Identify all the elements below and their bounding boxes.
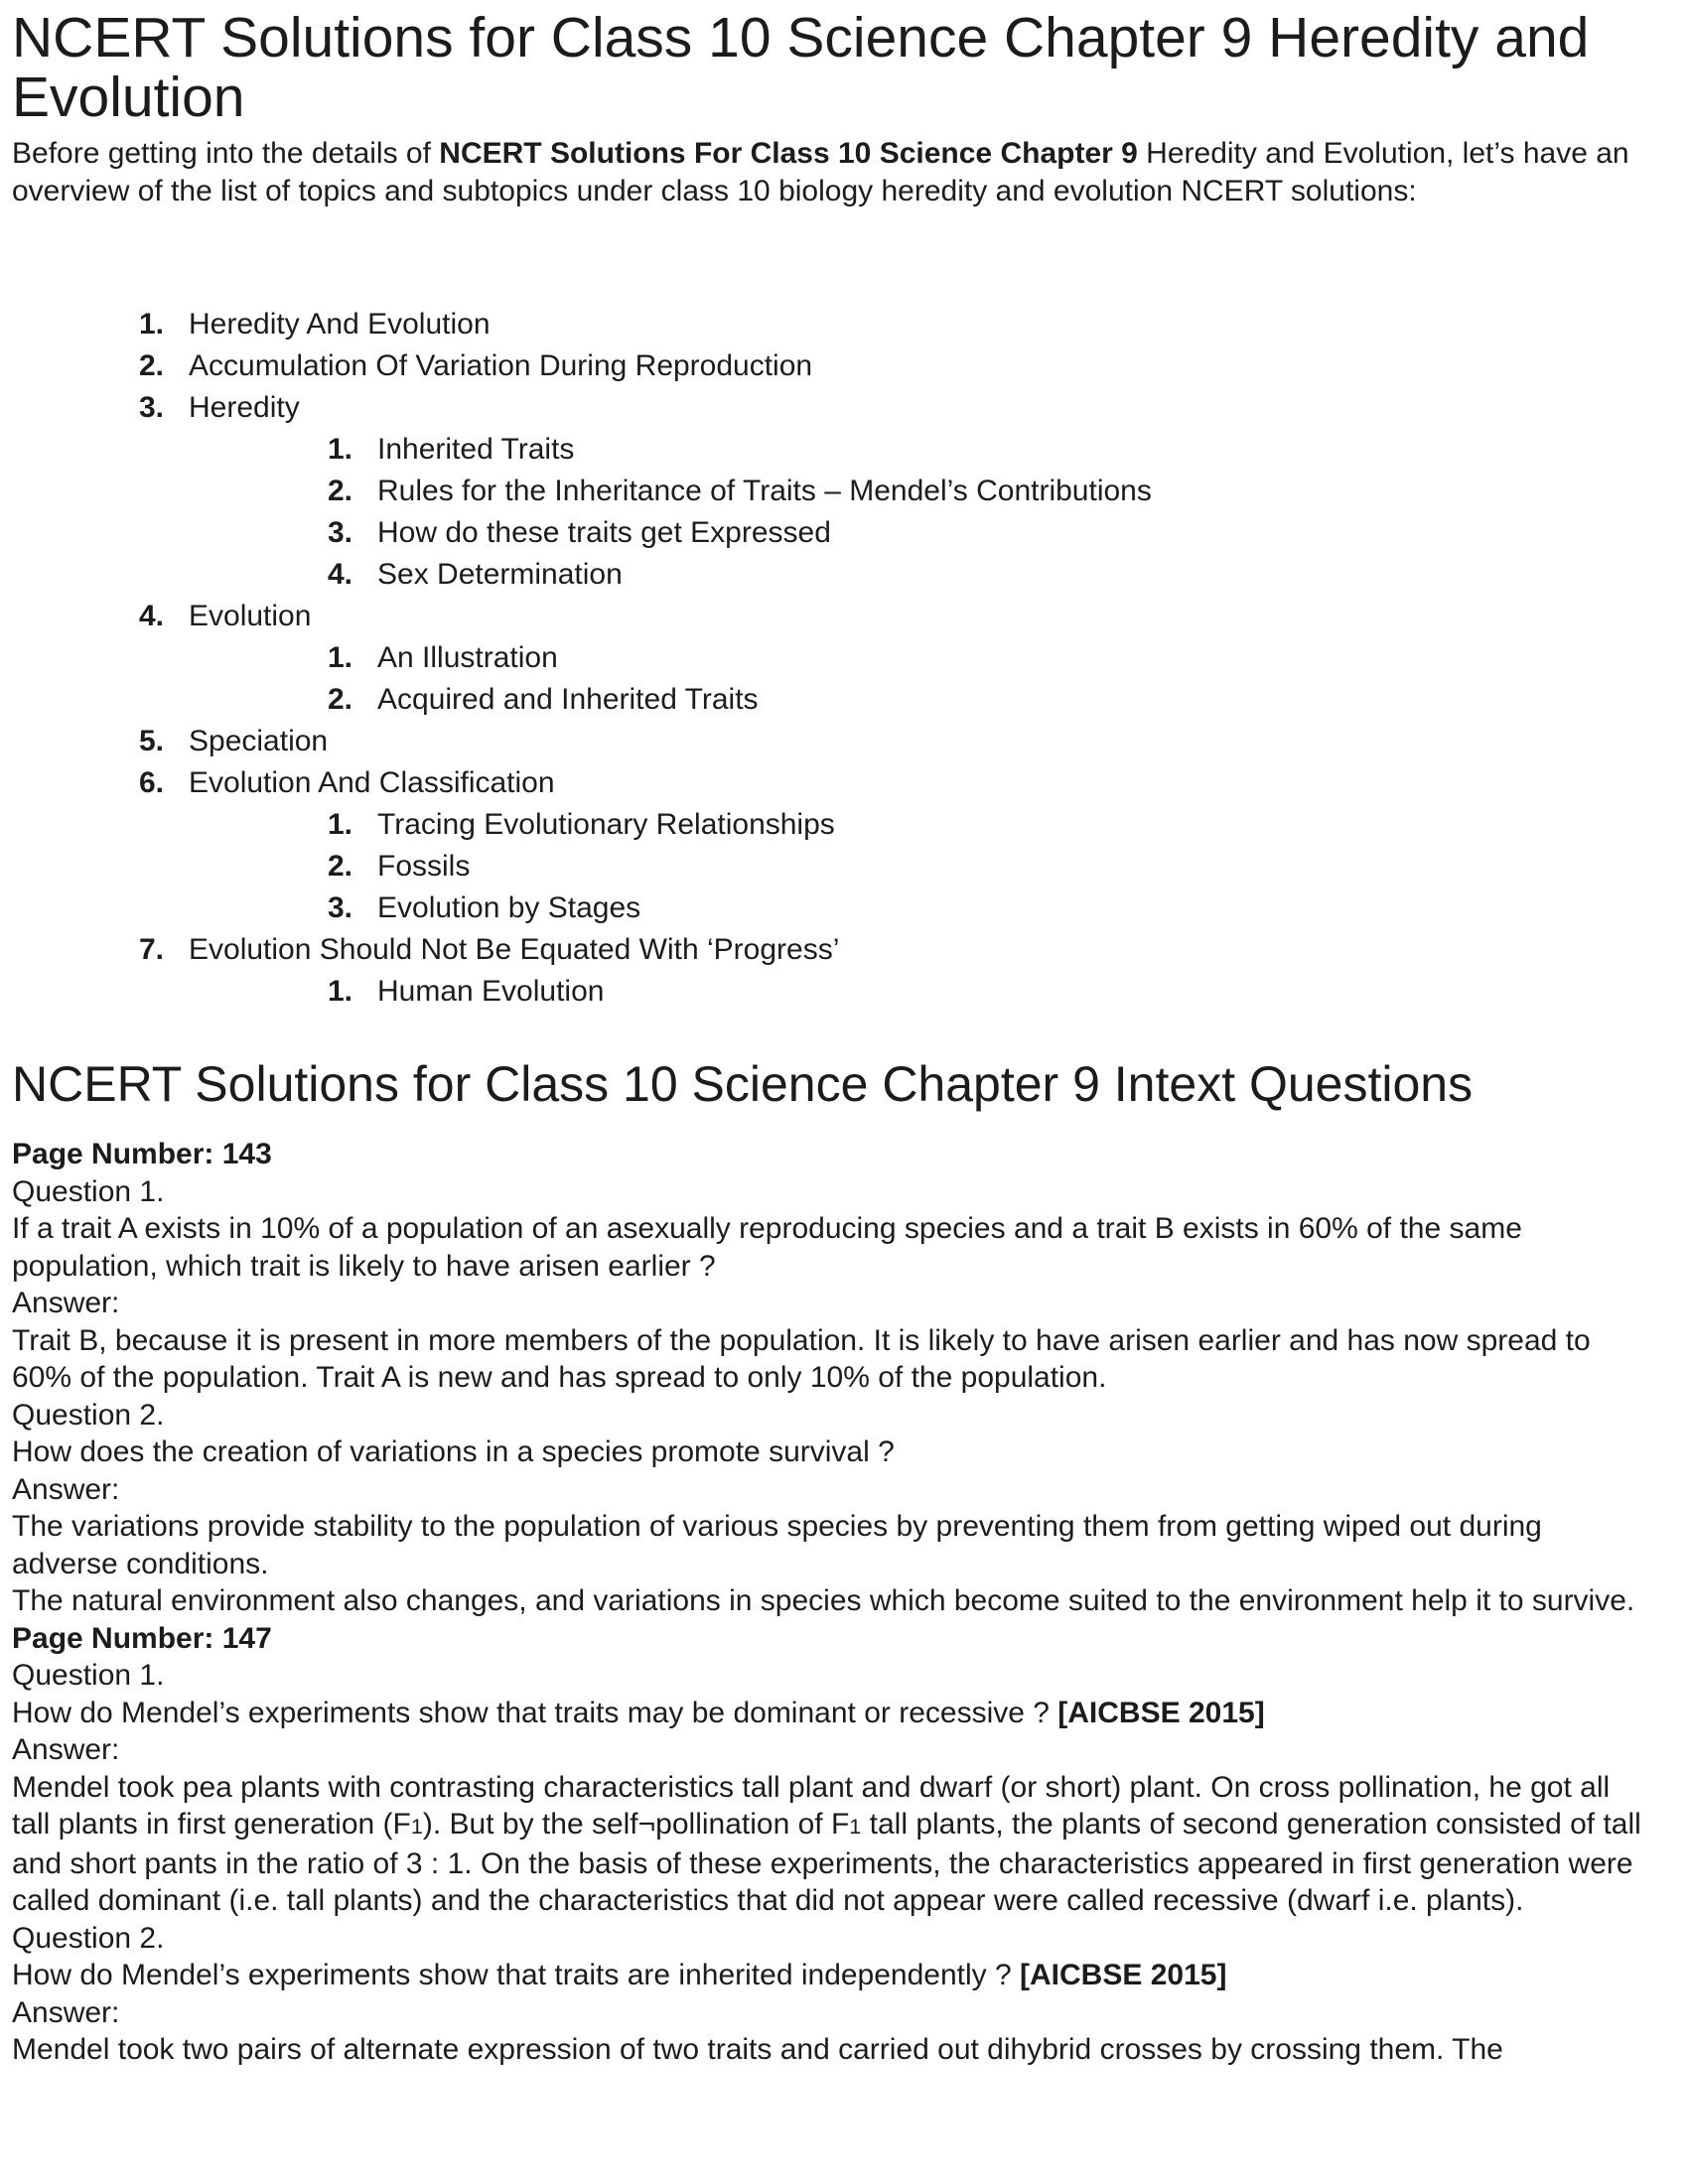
qa-line: [12, 1173, 1652, 1211]
qa-line: [12, 1582, 1652, 1620]
toc-item-sub: [328, 512, 1652, 554]
text: Answer:: [12, 1733, 120, 1766]
text: Before getting into the details of: [12, 137, 440, 170]
bold-text: NCERT Solutions For Class 10 Science Chapter 9: [439, 137, 1138, 170]
text: tall plants, the plants of second generation consisted of tall and short pants in the ratio of 3 : 1. On the basis of these experiments, the characteristics appeared in first generation were called dominant (i.e. tall plants) and the characteristics that did not appear were called recessive (dwarf i.e. plants).: [12, 1808, 1641, 1917]
toc-item-sub: [328, 554, 1652, 596]
toc-item-label: Tracing Evolutionary Relationships: [377, 808, 835, 841]
toc-item-label: Fossils: [377, 850, 471, 883]
toc-item-sub: [328, 971, 1652, 1013]
text: Question 2.: [12, 1921, 165, 1955]
toc-item-sub: [328, 637, 1652, 679]
toc-item-label: Sex Determination: [377, 558, 623, 591]
toc-item-number: 1.: [328, 433, 353, 466]
toc-item: [139, 929, 1652, 1013]
qa-line: [12, 1471, 1652, 1509]
toc-item-sub: [328, 804, 1652, 846]
bold-text: [AICBSE 2015]: [1057, 1696, 1265, 1729]
toc-item-number: 2.: [328, 683, 353, 716]
toc-item-number: 3.: [328, 891, 353, 924]
toc-item-number: 3.: [328, 516, 353, 549]
toc-item-number: 7.: [139, 933, 165, 966]
toc-list: [12, 304, 1652, 1013]
toc-item-number: 1.: [328, 975, 353, 1008]
toc-sublist: [139, 637, 1652, 721]
toc-item: [139, 304, 1652, 345]
toc-item-label: Evolution by Stages: [377, 891, 641, 924]
toc-item: [139, 762, 1652, 929]
text: Answer:: [12, 1472, 120, 1506]
qa-line: [12, 1657, 1652, 1695]
toc-item-sub: [328, 679, 1652, 721]
qa-line: [12, 1920, 1652, 1958]
toc-item-label: Evolution Should Not Be Equated With ‘Progress’: [189, 933, 840, 966]
qa-line: [12, 1136, 1652, 1173]
toc-item-sub: [328, 887, 1652, 929]
qa-line: [12, 1994, 1652, 2032]
qa-line: [12, 1620, 1652, 1658]
toc-item-label: Evolution: [189, 600, 312, 632]
text: The variations provide stability to the population of various species by preventing them from getting wiped out during adverse conditions.: [12, 1510, 1542, 1580]
toc-item-label: Speciation: [189, 725, 329, 757]
qa-line: [12, 1285, 1652, 1322]
toc-item: [139, 387, 1652, 596]
qa-section: [12, 1136, 1652, 2069]
toc-item-number: 2.: [328, 850, 353, 883]
bold-text: Page Number: 143: [12, 1138, 272, 1170]
toc-item-number: 1.: [328, 641, 353, 674]
qa-line: [12, 1397, 1652, 1434]
toc-item: [139, 345, 1652, 387]
text: If a trait A exists in 10% of a population of an asexually reproducing species and a trait B exists in 60% of the same population, which trait is likely to have arisen earlier ?: [12, 1212, 1522, 1283]
toc-item-sub: [328, 471, 1652, 512]
toc-item-sub: [328, 846, 1652, 887]
toc-item-label: Heredity: [189, 391, 300, 424]
text: Heredity and Evolution, let’s have an overview of the list of topics and subtopics under class 10 biology heredity and evolution NCERT solutions:: [12, 137, 1629, 207]
text: How do Mendel’s experiments show that traits are inherited independently ?: [12, 1959, 1021, 1991]
toc-item: [139, 721, 1652, 762]
qa-line: [12, 1957, 1652, 1994]
toc-item-number: 2.: [139, 349, 165, 382]
toc-item-number: 3.: [139, 391, 165, 424]
qa-line: [12, 1695, 1652, 1732]
toc-item-label: Human Evolution: [377, 975, 605, 1008]
toc-item-label: Inherited Traits: [377, 433, 575, 466]
bold-text: Page Number: 147: [12, 1621, 272, 1655]
toc-item-label: Heredity And Evolution: [189, 308, 491, 341]
toc-item-number: 5.: [139, 725, 165, 757]
subscript-text: 1: [849, 1814, 862, 1839]
qa-line: [12, 1433, 1652, 1471]
toc-item-number: 6.: [139, 766, 165, 799]
toc-item-label: How do these traits get Expressed: [377, 516, 831, 549]
toc-item: [139, 596, 1652, 721]
text: ). But by the self¬pollination of F: [422, 1808, 850, 1841]
toc-sublist: [139, 804, 1652, 929]
qa-line: [12, 1508, 1652, 1582]
toc-item-label: Rules for the Inheritance of Traits – Mendel’s Contributions: [377, 475, 1152, 507]
toc-sublist: [139, 429, 1652, 596]
toc-item-label: An Illustration: [377, 641, 558, 674]
intro-paragraph: [12, 135, 1652, 209]
toc-item-number: 2.: [328, 475, 353, 507]
text: How does the creation of variations in a species promote survival ?: [12, 1435, 895, 1468]
text: Question 1.: [12, 1174, 165, 1208]
toc-item-label: Acquired and Inherited Traits: [377, 683, 759, 716]
toc-item-label: Evolution And Classification: [189, 766, 555, 799]
text: Mendel took pea plants with contrasting characteristics tall plant and dwarf (or short) plant. On cross pollination, he got all tall plants in first generation (F: [12, 1770, 1611, 1841]
toc-item-number: 1.: [139, 308, 165, 341]
toc-item-number: 1.: [328, 808, 353, 841]
text: How do Mendel’s experiments show that traits may be dominant or recessive ?: [12, 1696, 1058, 1729]
intext-questions-heading: NCERT Solutions for Class 10 Science Chapter 9 Intext Questions: [12, 1056, 1474, 1112]
text: The natural environment also changes, and variations in species which become suited to the environment help it to survive.: [12, 1584, 1635, 1617]
text: Answer:: [12, 1287, 120, 1319]
qa-line: [12, 1731, 1652, 1769]
qa-line: [12, 2031, 1652, 2069]
toc-item-sub: [328, 429, 1652, 471]
toc-item-label: Accumulation Of Variation During Reproduction: [189, 349, 813, 382]
qa-line: [12, 1322, 1652, 1397]
text: Answer:: [12, 1995, 120, 2029]
text: Question 1.: [12, 1659, 165, 1692]
bold-text: [AICBSE 2015]: [1020, 1959, 1227, 1991]
subscript-text: 1: [410, 1814, 423, 1839]
text: Mendel took two pairs of alternate expression of two traits and carried out dihybrid crosses by crossing them. The: [12, 2033, 1503, 2066]
text: Trait B, because it is present in more members of the population. It is likely to have arisen earlier and has now spread to 60% of the population. Trait A is new and has spread to only 10% of the population.: [12, 1323, 1591, 1394]
toc-sublist: [139, 971, 1652, 1013]
text: Question 2.: [12, 1398, 165, 1432]
page-title: NCERT Solutions for Class 10 Science Chapter 9 Heredity and Evolution: [12, 6, 1590, 129]
toc-item-number: 4.: [328, 558, 353, 591]
toc-item-number: 4.: [139, 600, 165, 632]
qa-line: [12, 1210, 1652, 1285]
qa-line: [12, 1769, 1652, 1920]
